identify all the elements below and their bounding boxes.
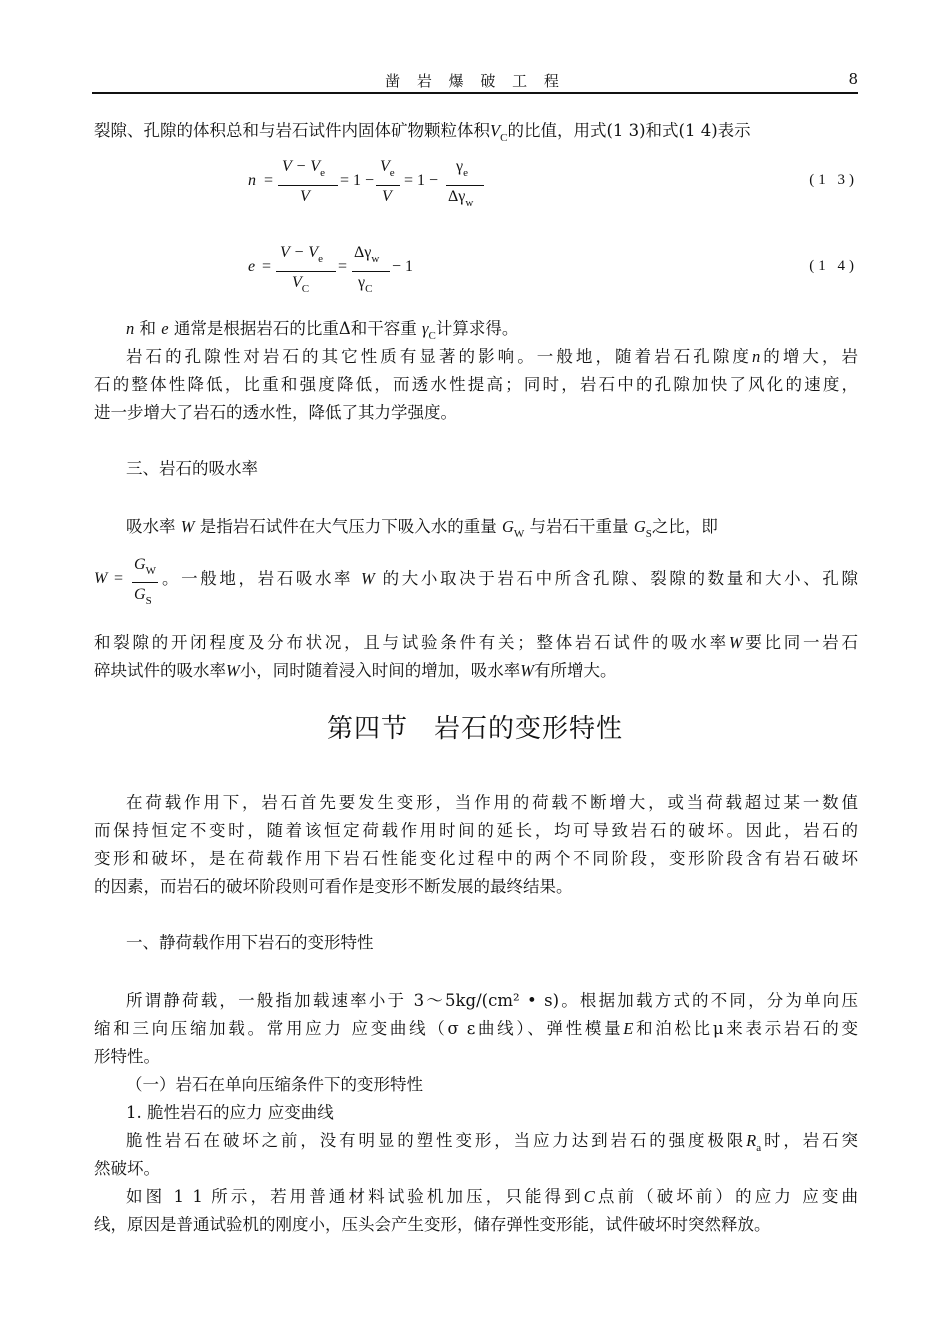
paragraph-line: 线，原因是普通试验机的刚度小，压头会产生变形，储存弹性变形能，试件破坏时突然释放。 — [94, 1215, 771, 1234]
equation-1-3: n = $V - V_e$ V = 1 − $V_e$ V = 1 − $\gamma_e$ $\Delta\gamma_w$ (1 3) — [248, 158, 858, 209]
paragraph-line: 如图 1 1 所示，若用普通材料试验机加压，只能得到C点前（破坏前）的应力 应变曲 — [126, 1187, 858, 1206]
paragraph-line: 石的整体性降低，比重和强度降低，而透水性提高；同时，岩石中的孔隙加快了风化的速度， — [94, 375, 858, 394]
paragraph-line: 所谓静荷载，一般指加载速率小于 3～5kg/(cm² • s)。根据加载方式的不同，分为单向压 — [126, 991, 858, 1010]
paragraph-line: 缩和三向压缩加载。常用应力 应变曲线（σ ε曲线）、弹性模量E和泊松比μ来表示岩石的变 — [94, 1019, 858, 1038]
paragraph-line: 碎块试件的吸水率W小，同时随着浸入时间的增加，吸水率W有所增大。 — [94, 661, 617, 680]
running-header-title: 凿 岩 爆 破 工 程 — [385, 72, 565, 90]
subsection-heading: 1. 脆性岩石的应力 应变曲线 — [126, 1103, 334, 1122]
page-number: 8 — [848, 70, 858, 88]
equation-water-absorption: W = $G_W$ $G_S$ 。一般地，岩石吸水率 W 的大小取决于岩石中所含孔隙、裂隙的数量和大小、孔隙 — [94, 556, 858, 607]
paragraph-line: 吸水率 W 是指岩石试件在大气压力下吸入水的重量 $G_W$ 与岩石干重量 $G_S$之比，即 — [126, 517, 718, 540]
paragraph-line: 形特性。 — [94, 1047, 160, 1066]
paragraph-line: 在荷载作用下，岩石首先要发生变形，当作用的荷载不断增大，或当荷载超过某一数值 — [126, 793, 858, 812]
subsection-heading: 三、岩石的吸水率 — [126, 459, 258, 478]
equation-number: (1 3) — [809, 172, 858, 188]
paragraph-line: 进一步增大了岩石的透水性，降低了其力学强度。 — [94, 403, 457, 422]
paragraph-line: n 和 e 通常是根据岩石的比重Δ和干容重 $\gamma_C$计算求得。 — [126, 319, 519, 342]
paragraph-line: 的因素，而岩石的破坏阶段则可看作是变形不断发展的最终结果。 — [94, 877, 573, 896]
subsection-heading: （一）岩石在单向压缩条件下的变形特性 — [126, 1075, 423, 1094]
paragraph-line: 裂隙、孔隙的体积总和与岩石试件内固体矿物颗粒体积$V_C$的比值，用式(1 3)和式(1 4)表示 — [94, 121, 751, 144]
paragraph-line: 而保持恒定不变时，随着该恒定荷载作用时间的延长，均可导致岩石的破坏。因此，岩石的 — [94, 821, 858, 840]
paragraph-line: 脆性岩石在破坏之前，没有明显的塑性变形，当应力达到岩石的强度极限$R_a$时，岩石突 — [126, 1131, 859, 1154]
subsection-heading: 一、静荷载作用下岩石的变形特性 — [126, 933, 374, 952]
paragraph-line: 然破坏。 — [94, 1159, 160, 1178]
paragraph-line: 变形和破坏，是在荷载作用下岩石性能变化过程中的两个不同阶段，变形阶段含有岩石破坏 — [94, 849, 858, 868]
paragraph-line: 和裂隙的开闭程度及分布状况，且与试验条件有关；整体岩石试件的吸水率W要比同一岩石 — [94, 633, 859, 652]
section-title: 第四节 岩石的变形特性 — [326, 714, 624, 744]
paragraph-line: 岩石的孔隙性对岩石的其它性质有显著的影响。一般地，随着岩石孔隙度n的增大，岩 — [126, 347, 859, 366]
equation-number: (1 4) — [809, 258, 858, 274]
equation-1-4: e = $V - V_e$ $V_C$ = $\Delta\gamma_w$ $\gamma_C$ − 1 (1 4) — [248, 244, 858, 295]
header-rule — [92, 92, 858, 94]
